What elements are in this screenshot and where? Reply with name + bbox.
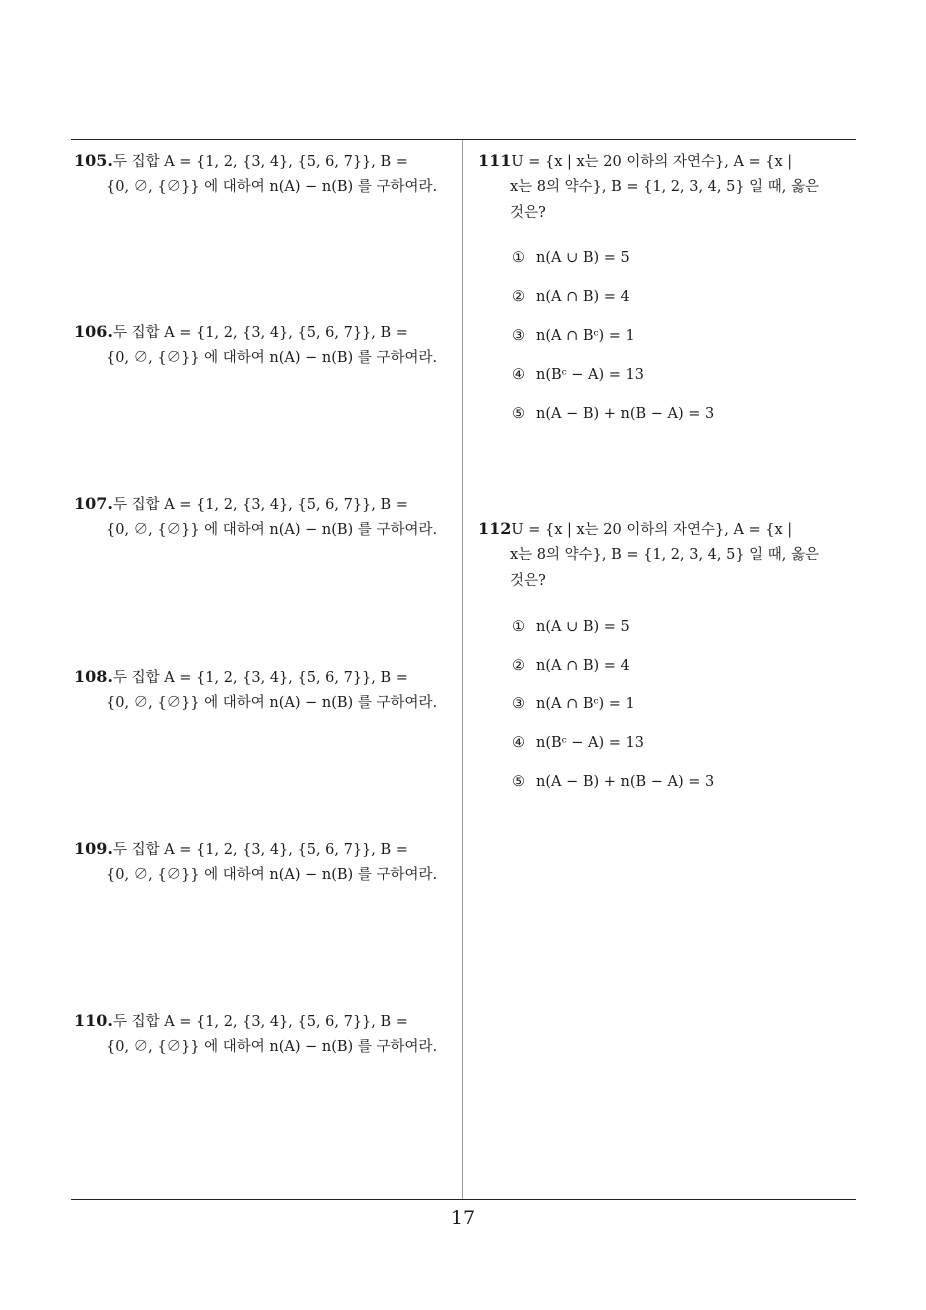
question-text-line: {0, ∅, {∅}} 에 대하여 n(A) − n(B) 를 구하여라. <box>106 695 438 711</box>
question-109 <box>74 836 456 888</box>
question-text-line: 두 집합 A = {1, 2, {3, 4}, {5, 6, 7}}, B = <box>112 1014 408 1030</box>
question-number: 109. <box>74 839 113 858</box>
choice-text: n(A − B) + n(B − A) = 3 <box>536 406 715 422</box>
question-text-line: {0, ∅, {∅}} 에 대하여 n(A) − n(B) 를 구하여라. <box>106 1039 438 1055</box>
question-112 <box>478 516 860 594</box>
choice-2 <box>512 289 630 305</box>
page-number: 17 <box>450 1207 476 1229</box>
question-text-line: 두 집합 A = {1, 2, {3, 4}, {5, 6, 7}}, B = <box>112 154 408 170</box>
question-number: 111 <box>478 151 512 170</box>
choice-text: n(A ∩ Bᶜ) = 1 <box>536 696 635 712</box>
choice-text: n(A ∪ B) = 5 <box>536 250 630 266</box>
choice-mark: ⑤ <box>512 774 525 790</box>
question-number: 108. <box>74 667 113 686</box>
question-text-line: 두 집합 A = {1, 2, {3, 4}, {5, 6, 7}}, B = <box>112 842 408 858</box>
choice-mark: ① <box>512 619 525 635</box>
question-text-line: 두 집합 A = {1, 2, {3, 4}, {5, 6, 7}}, B = <box>112 325 408 341</box>
choice-text: n(A ∩ Bᶜ) = 1 <box>536 328 635 344</box>
question-text-line: {0, ∅, {∅}} 에 대하여 n(A) − n(B) 를 구하여라. <box>106 522 438 538</box>
choice-3 <box>512 696 635 712</box>
choice-5 <box>512 774 714 790</box>
choice-mark: ② <box>512 658 525 674</box>
choice-text: n(Bᶜ − A) = 13 <box>536 735 644 751</box>
question-number: 106. <box>74 322 113 341</box>
question-111 <box>478 148 860 226</box>
question-text-line: {0, ∅, {∅}} 에 대하여 n(A) − n(B) 를 구하여라. <box>106 867 438 883</box>
top-rule <box>71 139 856 140</box>
choice-text: n(A ∪ B) = 5 <box>536 619 630 635</box>
question-text-line: x는 8의 약수}, B = {1, 2, 3, 4, 5} 일 때, 옳은 <box>510 547 820 563</box>
bottom-rule <box>71 1199 856 1200</box>
choice-mark: ③ <box>512 328 525 344</box>
choice-4 <box>512 735 644 751</box>
choice-mark: ② <box>512 289 525 305</box>
choice-2 <box>512 658 630 674</box>
choice-3 <box>512 328 635 344</box>
choice-mark: ⑤ <box>512 406 525 422</box>
column-divider <box>462 140 463 1199</box>
choice-text: n(A ∩ B) = 4 <box>536 658 630 674</box>
choice-5 <box>512 406 714 422</box>
choice-4 <box>512 367 644 383</box>
question-text-line: U = {x | x는 20 이하의 자연수}, A = {x | <box>511 154 793 170</box>
choice-1 <box>512 250 630 266</box>
question-number: 107. <box>74 494 113 513</box>
choice-mark: ③ <box>512 696 525 712</box>
question-number: 110. <box>74 1011 113 1030</box>
choice-text: n(A ∩ B) = 4 <box>536 289 630 305</box>
choice-mark: ① <box>512 250 525 266</box>
choice-mark: ④ <box>512 367 525 383</box>
question-text-line: {0, ∅, {∅}} 에 대하여 n(A) − n(B) 를 구하여라. <box>106 350 438 366</box>
choice-text: n(A − B) + n(B − A) = 3 <box>536 774 715 790</box>
question-text-line: 두 집합 A = {1, 2, {3, 4}, {5, 6, 7}}, B = <box>112 670 408 686</box>
question-106 <box>74 319 456 371</box>
question-108 <box>74 664 456 716</box>
question-107 <box>74 491 456 543</box>
question-text-line: U = {x | x는 20 이하의 자연수}, A = {x | <box>511 522 793 538</box>
question-105 <box>74 148 456 200</box>
question-text-line: x는 8의 약수}, B = {1, 2, 3, 4, 5} 일 때, 옳은 <box>510 179 820 195</box>
question-110 <box>74 1008 456 1060</box>
question-text-line: 것은? <box>510 573 546 589</box>
question-text-line: 것은? <box>510 205 546 221</box>
question-text-line: 두 집합 A = {1, 2, {3, 4}, {5, 6, 7}}, B = <box>112 497 408 513</box>
choice-1 <box>512 619 630 635</box>
question-number: 112 <box>478 519 512 538</box>
question-text-line: {0, ∅, {∅}} 에 대하여 n(A) − n(B) 를 구하여라. <box>106 179 438 195</box>
choice-text: n(Bᶜ − A) = 13 <box>536 367 644 383</box>
question-number: 105. <box>74 151 113 170</box>
choice-mark: ④ <box>512 735 525 751</box>
